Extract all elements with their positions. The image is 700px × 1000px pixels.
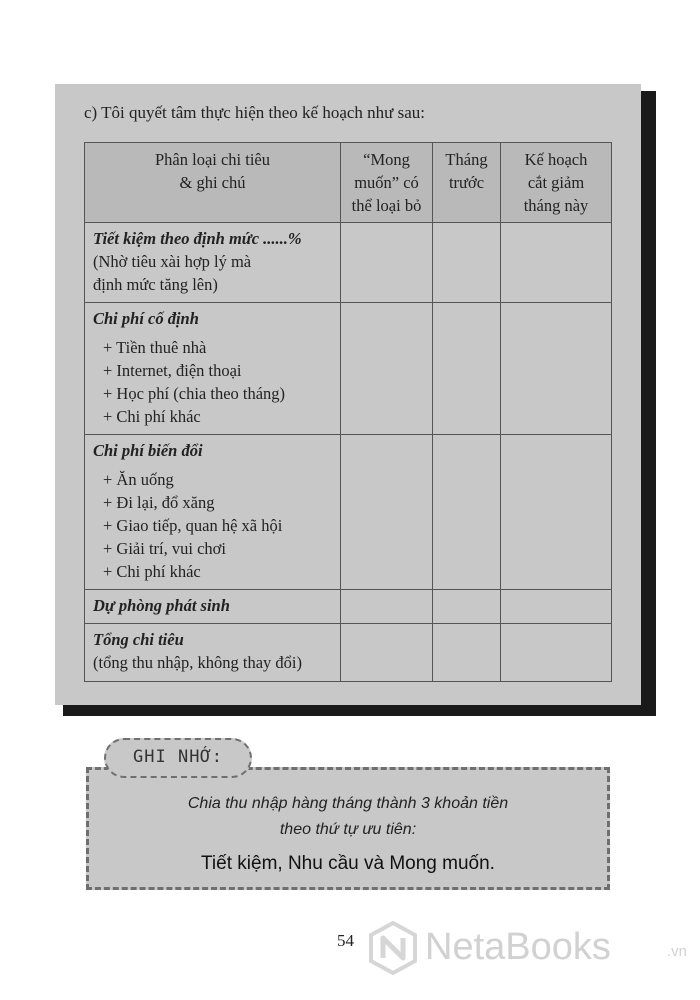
table-header-row	[85, 143, 612, 223]
table-cell-empty[interactable]	[433, 624, 501, 682]
list-item: + Chi phí khác	[103, 562, 201, 581]
table-cell-empty[interactable]	[341, 223, 433, 303]
table-cell-empty[interactable]	[341, 590, 433, 624]
watermark-suffix: .vn	[667, 943, 688, 960]
note-label: GHI NHỚ:	[104, 738, 252, 778]
table-cell-empty[interactable]	[341, 435, 433, 590]
table-row	[85, 590, 612, 624]
row-contingency-category: Dự phòng phát sinh	[85, 590, 341, 624]
note-box	[86, 767, 610, 890]
table-cell-empty[interactable]	[433, 223, 501, 303]
header-removable-wants: “Mong muốn” có thể loại bỏ	[341, 143, 433, 223]
note-line: theo thứ tự ưu tiên:	[279, 821, 417, 838]
list-item: + Internet, điện thoại	[103, 361, 242, 380]
row-total-category: Tổng chi tiêu (tổng thu nhập, không thay đổi)	[85, 624, 341, 682]
row-variable-costs-category: Chi phí biến đổi + Ăn uống + Đi lại, đổ xăng + Giao tiếp, quan hệ xã hội + Giải trí, vui chơi + Chi phí khác	[85, 435, 341, 590]
table-row	[85, 223, 612, 303]
table-cell-empty[interactable]	[433, 303, 501, 435]
spending-plan-table	[84, 142, 612, 682]
page-number: 54	[337, 931, 354, 950]
header-cut-plan: Kế hoạch cắt giảm tháng này	[501, 143, 612, 223]
row-fixed-costs-category: Chi phí cố định + Tiền thuê nhà + Internet, điện thoại + Học phí (chia theo tháng) + Chi phí khác	[85, 303, 341, 435]
table-cell-empty[interactable]	[501, 435, 612, 590]
list-item: + Học phí (chia theo tháng)	[103, 384, 286, 403]
note-highlight: Tiết kiệm, Nhu cầu và Mong muốn.	[201, 853, 495, 874]
list-item: + Chi phí khác	[103, 407, 201, 426]
list-item: + Giao tiếp, quan hệ xã hội	[103, 516, 283, 535]
table-cell-empty[interactable]	[501, 590, 612, 624]
table-row	[85, 435, 612, 590]
list-item: + Ăn uống	[103, 470, 174, 489]
list-item: + Giải trí, vui chơi	[103, 539, 226, 558]
table-row	[85, 303, 612, 435]
note-line: Chia thu nhập hàng tháng thành 3 khoản tiền	[187, 795, 509, 812]
table-cell-empty[interactable]	[433, 590, 501, 624]
table-cell-empty[interactable]	[341, 303, 433, 435]
row-savings-category: Tiết kiệm theo định mức ......% (Nhờ tiêu xài hợp lý mà định mức tăng lên)	[85, 223, 341, 303]
table-cell-empty[interactable]	[501, 624, 612, 682]
list-item: + Tiền thuê nhà	[103, 338, 207, 357]
watermark	[365, 920, 695, 976]
intro-text: c) Tôi quyết tâm thực hiện theo kế hoạch như sau:	[84, 103, 426, 122]
table-cell-empty[interactable]	[501, 223, 612, 303]
header-category: Phân loại chi tiêu & ghi chú	[85, 143, 341, 223]
table-row	[85, 624, 612, 682]
table-cell-empty[interactable]	[341, 624, 433, 682]
list-item: + Đi lại, đổ xăng	[103, 493, 215, 512]
header-last-month: Tháng trước	[433, 143, 501, 223]
table-cell-empty[interactable]	[433, 435, 501, 590]
watermark-text: NetaBooks	[425, 926, 611, 968]
table-cell-empty[interactable]	[501, 303, 612, 435]
netabooks-logo-icon	[365, 920, 421, 976]
